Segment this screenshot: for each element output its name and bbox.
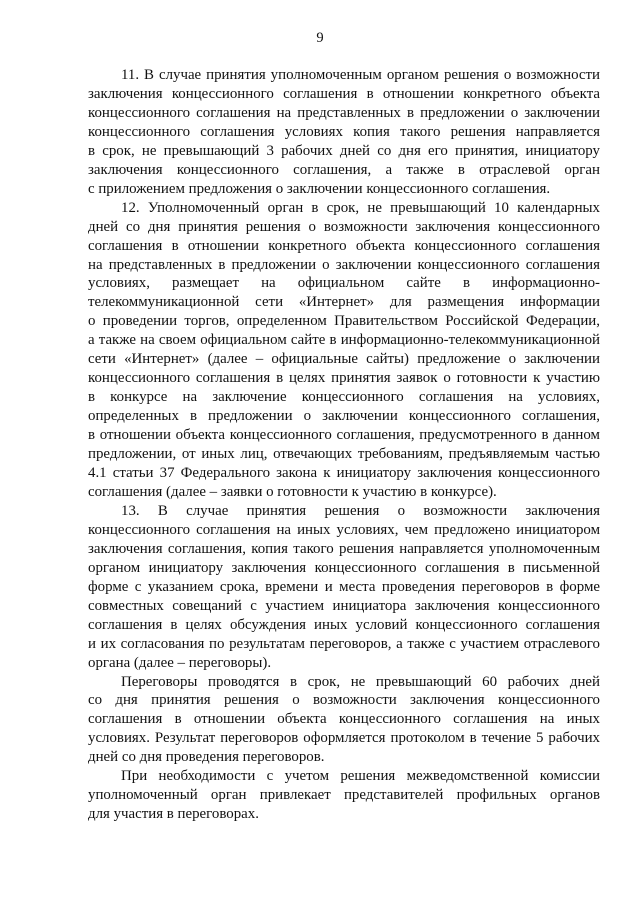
paragraph-line: совместных совещаний с участием инициатора заключения концессионного (88, 597, 600, 614)
paragraph-line: дней со дня принятия решения о возможности заключения концессионного (88, 218, 600, 235)
paragraph-line: соглашения в целях обсуждения иных условий концессионного соглашения (88, 616, 600, 633)
paragraph-line: в отношении объекта концессионного соглашения, предусмотренного в данном (88, 427, 600, 444)
paragraph-line: При необходимости с учетом решения межведомственной комиссии (121, 768, 600, 785)
document-body (88, 66, 600, 824)
paragraph-12 (88, 199, 600, 502)
paragraph-line: форме с указанием срока, времени и места проведения переговоров в форме (88, 578, 600, 595)
paragraph-line: и их согласования по результатам переговоров, а также с участием отраслевого (88, 635, 600, 652)
paragraph-line: органа (далее – переговоры). (88, 654, 272, 671)
paragraph-line: а также на своем официальном сайте в информационно-телекоммуникационной (88, 332, 600, 349)
paragraph-line: условиях. Результат переговоров оформляется протоколом в течение 5 рабочих (88, 730, 600, 747)
paragraph-line: 4.1 статьи 37 Федерального закона к инициатору заключения концессионного (88, 465, 600, 482)
paragraph-line: предложении, от иных лиц, отвечающих требованиям, предъявляемым частью (88, 446, 600, 463)
paragraph-11 (88, 66, 600, 199)
page-number: 9 (316, 30, 324, 46)
paragraph-line: дней со дня проведения переговоров. (88, 749, 325, 766)
paragraph-negotiations-term (88, 673, 600, 768)
paragraph-line: концессионного соглашения условиях копия такого решения направляется (88, 123, 600, 140)
paragraph-line: 12. Уполномоченный орган в срок, не превышающий 10 календарных (121, 199, 600, 216)
paragraph-line: уполномоченный орган привлекает представителей профильных органов (88, 787, 600, 804)
paragraph-line: соглашения в отношении конкретного объекта концессионного соглашения (88, 237, 600, 254)
paragraph-line: на представленных в предложении о заключении концессионного соглашения (88, 256, 600, 273)
paragraph-line: определенных в предложении о заключении концессионного соглашения, (88, 408, 600, 425)
paragraph-line: соглашения в отношении объекта концессионного соглашения на иных (88, 711, 600, 728)
paragraph-line: сети «Интернет» (далее – официальные сайты) предложение о заключении (88, 351, 600, 368)
paragraph-line: 13. В случае принятия решения о возможности заключения (121, 502, 600, 519)
paragraph-line: соглашения (далее – заявки о готовности к участию в конкурсе). (88, 483, 497, 500)
paragraph-line: для участия в переговорах. (88, 806, 259, 823)
paragraph-line: в срок, не превышающий 3 рабочих дней со дня его принятия, инициатору (88, 142, 600, 159)
paragraph-line: органом инициатору заключения концессионного соглашения в письменной (88, 559, 600, 576)
paragraph-line: условиях, размещает на официальном сайте в информационно- (88, 275, 600, 292)
paragraph-line: концессионного соглашения в целях принятия заявок о готовности к участию (88, 370, 600, 387)
paragraph-line: концессионного соглашения на иных условиях, чем предложено инициатором (88, 521, 600, 538)
paragraph-commission (88, 767, 600, 824)
paragraph-line: заключения концессионного соглашения, а также в отраслевой орган (88, 161, 600, 178)
paragraph-line: с приложением предложения о заключении концессионного соглашения. (88, 180, 551, 197)
paragraph-line: концессионного соглашения на представленных в предложении о заключении (88, 104, 600, 121)
paragraph-line: о проведении торгов, определенном Правительством Российской Федерации, (88, 313, 600, 330)
paragraph-line: телекоммуникационной сети «Интернет» для размещения информации (88, 294, 600, 311)
paragraph-line: заключения концессионного соглашения в отношении конкретного объекта (88, 85, 600, 102)
paragraph-line: со дня принятия решения о возможности заключения концессионного (88, 692, 600, 709)
paragraph-line: Переговоры проводятся в срок, не превышающий 60 рабочих дней (121, 673, 600, 690)
paragraph-line: заключения соглашения, копия такого решения направляется уполномоченным (88, 540, 600, 557)
paragraph-13 (88, 502, 600, 673)
paragraph-line: 11. В случае принятия уполномоченным органом решения о возможности (121, 67, 600, 83)
paragraph-line: в конкурсе на заключение концессионного соглашения на условиях, (88, 389, 600, 406)
